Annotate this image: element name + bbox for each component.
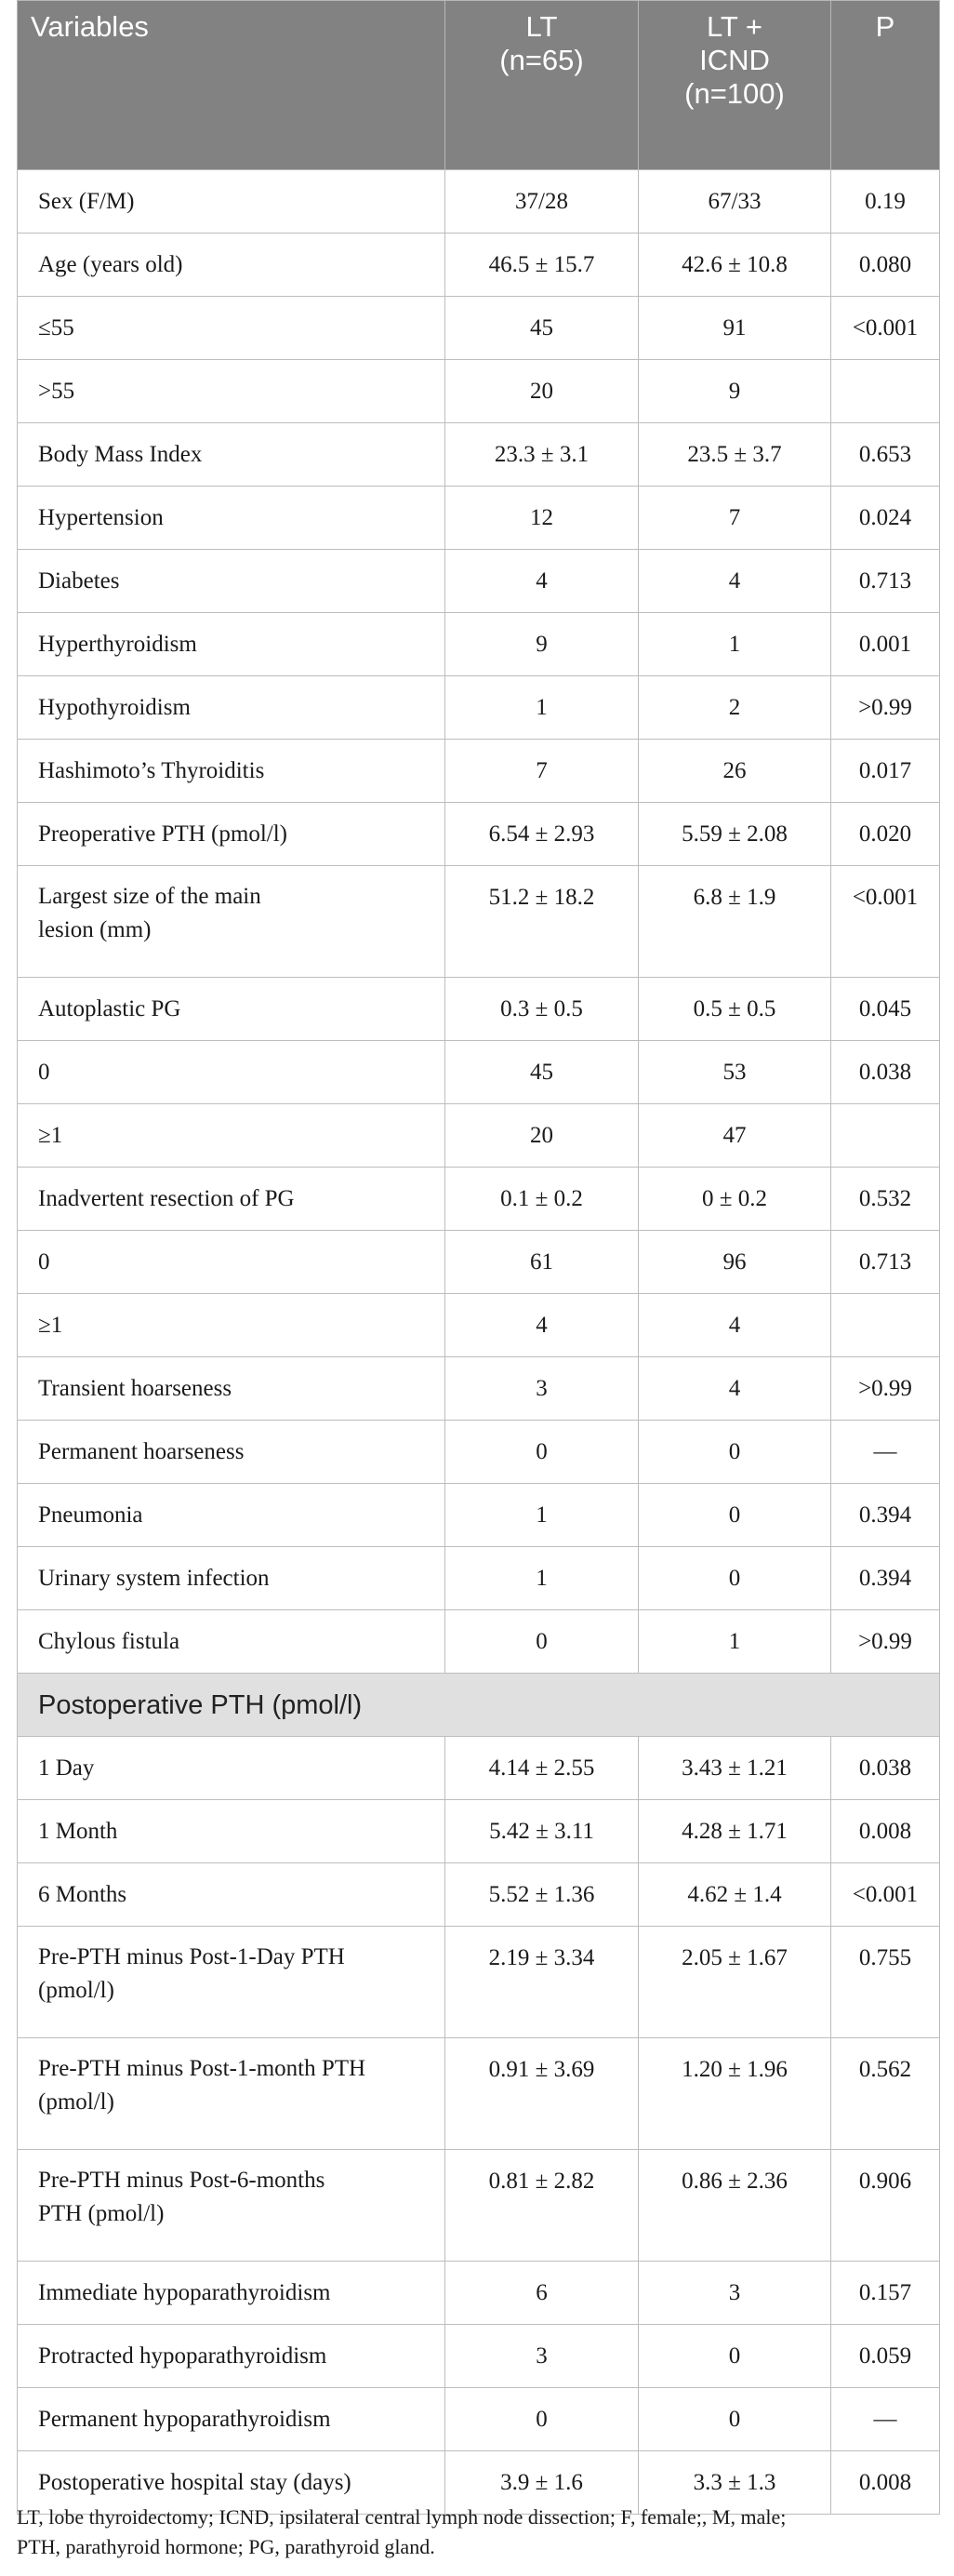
cell-p-value: >0.99 [831, 1610, 940, 1674]
table-row [18, 1104, 940, 1168]
table-row [18, 550, 940, 613]
cell-lt-icnd: 4.62 ± 1.4 [639, 1863, 831, 1927]
header-lt-icnd: LT + ICND (n=100) [639, 1, 831, 170]
cell-p-value [831, 1294, 940, 1357]
cell-lt-icnd: 96 [639, 1231, 831, 1294]
cell-lt-icnd: 0 [639, 1547, 831, 1610]
cell-lt: 4.14 ± 2.55 [445, 1737, 639, 1800]
table-row [18, 1294, 940, 1357]
cell-lt-icnd: 23.5 ± 3.7 [639, 423, 831, 487]
cell-p-value: 0.713 [831, 1231, 940, 1294]
cell-lt: 0.1 ± 0.2 [445, 1168, 639, 1231]
table-row [18, 1863, 940, 1927]
row-label: Pre-PTH minus Post-1-Day PTH (pmol/l) [18, 1927, 445, 2038]
table-row [18, 676, 940, 740]
cell-p-value: 0.394 [831, 1547, 940, 1610]
row-label: Largest size of the main lesion (mm) [18, 866, 445, 978]
cell-lt-icnd: 0 ± 0.2 [639, 1168, 831, 1231]
table-row [18, 1231, 940, 1294]
cell-p-value: — [831, 1421, 940, 1484]
cell-lt-icnd: 0.5 ± 0.5 [639, 978, 831, 1041]
row-label: Urinary system infection [18, 1547, 445, 1610]
cell-lt: 61 [445, 1231, 639, 1294]
cell-lt: 45 [445, 297, 639, 360]
row-label: 1 Day [18, 1737, 445, 1800]
cell-p-value: 0.653 [831, 423, 940, 487]
cell-lt-icnd: 0 [639, 2325, 831, 2388]
table-row [18, 234, 940, 297]
cell-lt-icnd: 26 [639, 740, 831, 803]
cell-p-value: 0.038 [831, 1041, 940, 1104]
cell-lt: 1 [445, 1547, 639, 1610]
cell-lt: 45 [445, 1041, 639, 1104]
table-row [18, 2388, 940, 2451]
cell-lt: 2.19 ± 3.34 [445, 1927, 639, 2038]
cell-p-value [831, 1104, 940, 1168]
table-footnote: LT, lobe thyroidectomy; ICND, ipsilateral central lymph node dissection; F, female;, M, male; PTH, parathyroid hormone; PG, parathyroid gland. [17, 2505, 787, 2558]
row-label: Pre-PTH minus Post-6-months PTH (pmol/l) [18, 2150, 445, 2262]
row-label: Inadvertent resection of PG [18, 1168, 445, 1231]
cell-p-value: <0.001 [831, 866, 940, 978]
cell-lt: 3 [445, 2325, 639, 2388]
cell-lt-icnd: 4 [639, 550, 831, 613]
table-row [18, 360, 940, 423]
cell-lt-icnd: 47 [639, 1104, 831, 1168]
table-row [18, 170, 940, 234]
table-row [18, 1610, 940, 1674]
row-label: 6 Months [18, 1863, 445, 1927]
table-row [18, 1927, 940, 2038]
cell-p-value: <0.001 [831, 297, 940, 360]
cell-lt-icnd: 4 [639, 1294, 831, 1357]
cell-p-value: 0.059 [831, 2325, 940, 2388]
header-p: P [831, 1, 940, 170]
cell-lt-icnd: 0.86 ± 2.36 [639, 2150, 831, 2262]
table-row [18, 1168, 940, 1231]
table-row [18, 487, 940, 550]
cell-lt: 6.54 ± 2.93 [445, 803, 639, 866]
cell-lt: 5.42 ± 3.11 [445, 1800, 639, 1863]
table-row [18, 2150, 940, 2262]
row-label: Hashimoto’s Thyroiditis [18, 740, 445, 803]
row-label: Permanent hoarseness [18, 1421, 445, 1484]
cell-lt: 20 [445, 1104, 639, 1168]
row-label: 0 [18, 1231, 445, 1294]
table-row [18, 1041, 940, 1104]
row-label: Age (years old) [18, 234, 445, 297]
row-label: Body Mass Index [18, 423, 445, 487]
row-label: Immediate hypoparathyroidism [18, 2262, 445, 2325]
cell-p-value: 0.562 [831, 2038, 940, 2150]
cell-lt: 51.2 ± 18.2 [445, 866, 639, 978]
cell-lt-icnd: 2.05 ± 1.67 [639, 1927, 831, 2038]
row-label: Transient hoarseness [18, 1357, 445, 1421]
cell-lt: 9 [445, 613, 639, 676]
cell-lt-icnd: 3 [639, 2262, 831, 2325]
cell-p-value: 0.394 [831, 1484, 940, 1547]
cell-lt: 0.3 ± 0.5 [445, 978, 639, 1041]
table-header [18, 1, 940, 170]
table-row [18, 2038, 940, 2150]
cell-lt: 12 [445, 487, 639, 550]
cell-lt: 23.3 ± 3.1 [445, 423, 639, 487]
cell-lt-icnd: 1.20 ± 1.96 [639, 2038, 831, 2150]
cell-lt-icnd: 2 [639, 676, 831, 740]
row-label: Protracted hypoparathyroidism [18, 2325, 445, 2388]
cell-lt-icnd: 3.43 ± 1.21 [639, 1737, 831, 1800]
row-label: Hypothyroidism [18, 676, 445, 740]
row-label: Diabetes [18, 550, 445, 613]
row-label: ≥1 [18, 1294, 445, 1357]
header-row [18, 1, 940, 170]
cell-lt-icnd: 9 [639, 360, 831, 423]
table-row [18, 740, 940, 803]
cell-lt: 3 [445, 1357, 639, 1421]
table-row [18, 978, 940, 1041]
row-label: Hyperthyroidism [18, 613, 445, 676]
table-row [18, 866, 940, 978]
table-row [18, 297, 940, 360]
table-row [18, 1421, 940, 1484]
cell-lt: 4 [445, 1294, 639, 1357]
cell-lt-icnd: 7 [639, 487, 831, 550]
row-label: Sex (F/M) [18, 170, 445, 234]
cell-p-value: 0.157 [831, 2262, 940, 2325]
cell-p-value: <0.001 [831, 1863, 940, 1927]
table-row [18, 1484, 940, 1547]
table-row [18, 1357, 940, 1421]
cell-lt: 6 [445, 2262, 639, 2325]
cell-lt-icnd: 4 [639, 1357, 831, 1421]
table-row [18, 423, 940, 487]
cell-p-value: 0.080 [831, 234, 940, 297]
row-label: Hypertension [18, 487, 445, 550]
table-row [18, 1800, 940, 1863]
cell-lt-icnd: 5.59 ± 2.08 [639, 803, 831, 866]
header-lt: LT (n=65) [445, 1, 639, 170]
row-label: Pre-PTH minus Post-1-month PTH (pmol/l) [18, 2038, 445, 2150]
row-label: 0 [18, 1041, 445, 1104]
table-body [18, 170, 940, 2515]
table-row [18, 613, 940, 676]
cell-lt-icnd: 1 [639, 1610, 831, 1674]
cell-lt-icnd: 42.6 ± 10.8 [639, 234, 831, 297]
cell-p-value: 0.024 [831, 487, 940, 550]
cell-lt: 4 [445, 550, 639, 613]
cell-lt-icnd: 0 [639, 2388, 831, 2451]
section-row [18, 1674, 940, 1737]
cell-p-value: 0.906 [831, 2150, 940, 2262]
cell-lt-icnd: 53 [639, 1041, 831, 1104]
section-title: Postoperative PTH (pmol/l) [18, 1674, 940, 1737]
cell-p-value: 0.045 [831, 978, 940, 1041]
row-label: Preoperative PTH (pmol/l) [18, 803, 445, 866]
cell-p-value: 0.020 [831, 803, 940, 866]
cell-p-value: 0.713 [831, 550, 940, 613]
row-label: >55 [18, 360, 445, 423]
cell-lt: 0 [445, 1421, 639, 1484]
cell-p-value: 0.008 [831, 2451, 940, 2515]
cell-p-value: 0.755 [831, 1927, 940, 2038]
header-variables: Variables [18, 1, 445, 170]
row-label: Permanent hypoparathyroidism [18, 2388, 445, 2451]
cell-lt: 5.52 ± 1.36 [445, 1863, 639, 1927]
cell-lt: 3.9 ± 1.6 [445, 2451, 639, 2515]
cell-lt: 7 [445, 740, 639, 803]
cell-p-value: 0.532 [831, 1168, 940, 1231]
table-row [18, 2262, 940, 2325]
cell-p-value: 0.017 [831, 740, 940, 803]
cell-lt: 0.91 ± 3.69 [445, 2038, 639, 2150]
table-row [18, 1737, 940, 1800]
results-table [17, 0, 940, 2515]
cell-lt: 0 [445, 2388, 639, 2451]
table-row [18, 2325, 940, 2388]
cell-p-value: >0.99 [831, 676, 940, 740]
cell-lt: 0 [445, 1610, 639, 1674]
cell-lt: 20 [445, 360, 639, 423]
cell-lt: 1 [445, 1484, 639, 1547]
cell-lt-icnd: 6.8 ± 1.9 [639, 866, 831, 978]
row-label: Pneumonia [18, 1484, 445, 1547]
cell-p-value: >0.99 [831, 1357, 940, 1421]
row-label: Autoplastic PG [18, 978, 445, 1041]
cell-lt-icnd: 3.3 ± 1.3 [639, 2451, 831, 2515]
cell-p-value: 0.19 [831, 170, 940, 234]
cell-lt: 37/28 [445, 170, 639, 234]
table-row [18, 803, 940, 866]
cell-p-value [831, 360, 940, 423]
row-label: Chylous fistula [18, 1610, 445, 1674]
table-row [18, 1547, 940, 1610]
cell-p-value: — [831, 2388, 940, 2451]
cell-lt: 46.5 ± 15.7 [445, 234, 639, 297]
cell-lt-icnd: 1 [639, 613, 831, 676]
cell-lt-icnd: 67/33 [639, 170, 831, 234]
cell-lt-icnd: 0 [639, 1421, 831, 1484]
cell-lt: 1 [445, 676, 639, 740]
cell-p-value: 0.008 [831, 1800, 940, 1863]
cell-p-value: 0.001 [831, 613, 940, 676]
row-label: ≤55 [18, 297, 445, 360]
cell-lt-icnd: 4.28 ± 1.71 [639, 1800, 831, 1863]
cell-lt-icnd: 0 [639, 1484, 831, 1547]
cell-lt-icnd: 91 [639, 297, 831, 360]
results-table-container [17, 0, 939, 2515]
cell-lt: 0.81 ± 2.82 [445, 2150, 639, 2262]
row-label: Postoperative hospital stay (days) [18, 2451, 445, 2515]
row-label: 1 Month [18, 1800, 445, 1863]
row-label: ≥1 [18, 1104, 445, 1168]
cell-p-value: 0.038 [831, 1737, 940, 1800]
